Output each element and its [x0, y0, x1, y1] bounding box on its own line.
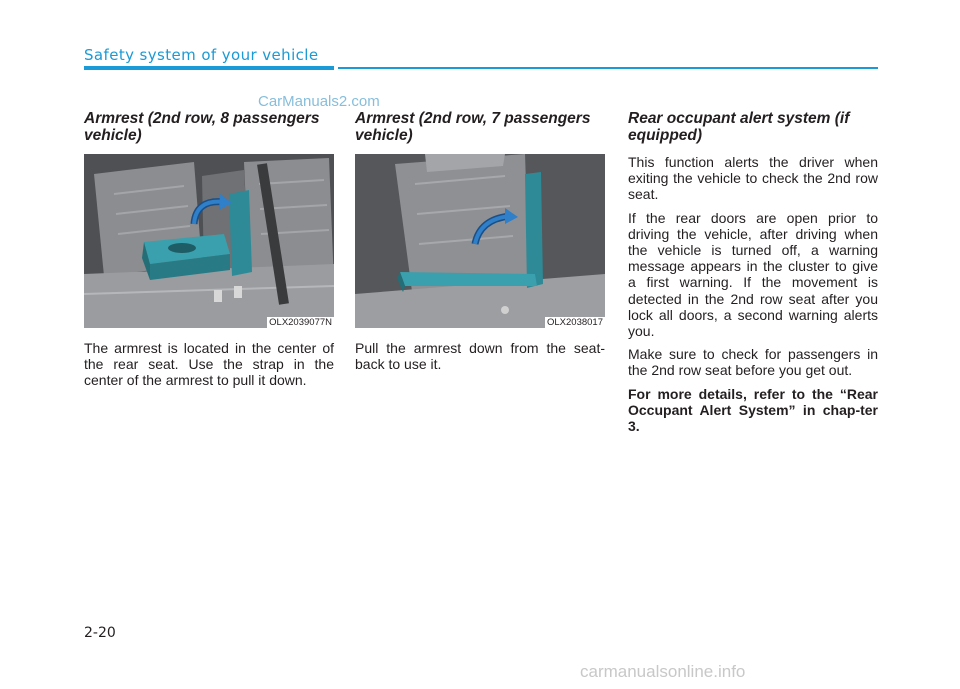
figure-code: OLX2039077N — [269, 317, 332, 328]
paragraph: The armrest is located in the center of the rear seat. Use the strap in the center of the armrest to pull it down. — [84, 340, 334, 389]
page-number: 2-20 — [84, 625, 116, 641]
header-bar-thick — [84, 66, 334, 70]
heading-rear-occupant-alert: Rear occupant alert system (if equipped) — [628, 110, 850, 144]
section-header-title: Safety system of your vehicle — [84, 46, 319, 64]
heading-armrest-7-passengers: Armrest (2nd row, 7 passengers vehicle) — [355, 110, 591, 144]
seat-bench-illustration — [84, 154, 334, 328]
figure-armrest-7-passengers — [355, 154, 605, 328]
paragraph: This function alerts the driver when exiting the vehicle to check the 2nd row seat. — [628, 154, 878, 203]
column-armrest-7-passengers — [355, 110, 605, 379]
paragraph: Make sure to check for passengers in the 2nd row seat before you get out. — [628, 346, 878, 379]
figure-armrest-8-passengers — [84, 154, 334, 328]
figure-code: OLX2038017 — [547, 317, 603, 328]
watermark-link-top[interactable]: CarManuals2.com — [258, 93, 380, 110]
column-rear-occupant-alert — [628, 110, 878, 441]
watermark-link-bottom[interactable]: carmanualsonline.info — [580, 662, 746, 681]
paragraph: Pull the armrest down from the seat-back to use it. — [355, 340, 605, 373]
header-bar-thin — [338, 67, 878, 69]
column-armrest-8-passengers — [84, 110, 334, 396]
paragraph: If the rear doors are open prior to driving the vehicle, after driving when the vehicle is turned off, a warning message appears in the cluster to give a first warning. If the movement is detected in the 2nd row seat after you lock all doors, a second warning alerts you. — [628, 209, 878, 340]
heading-armrest-8-passengers: Armrest (2nd row, 8 passengers vehicle) — [84, 110, 320, 144]
captain-seat-illustration — [355, 154, 605, 328]
paragraph-reference: For more details, refer to the “Rear Occupant Alert System” in chap-ter 3. — [628, 385, 878, 435]
